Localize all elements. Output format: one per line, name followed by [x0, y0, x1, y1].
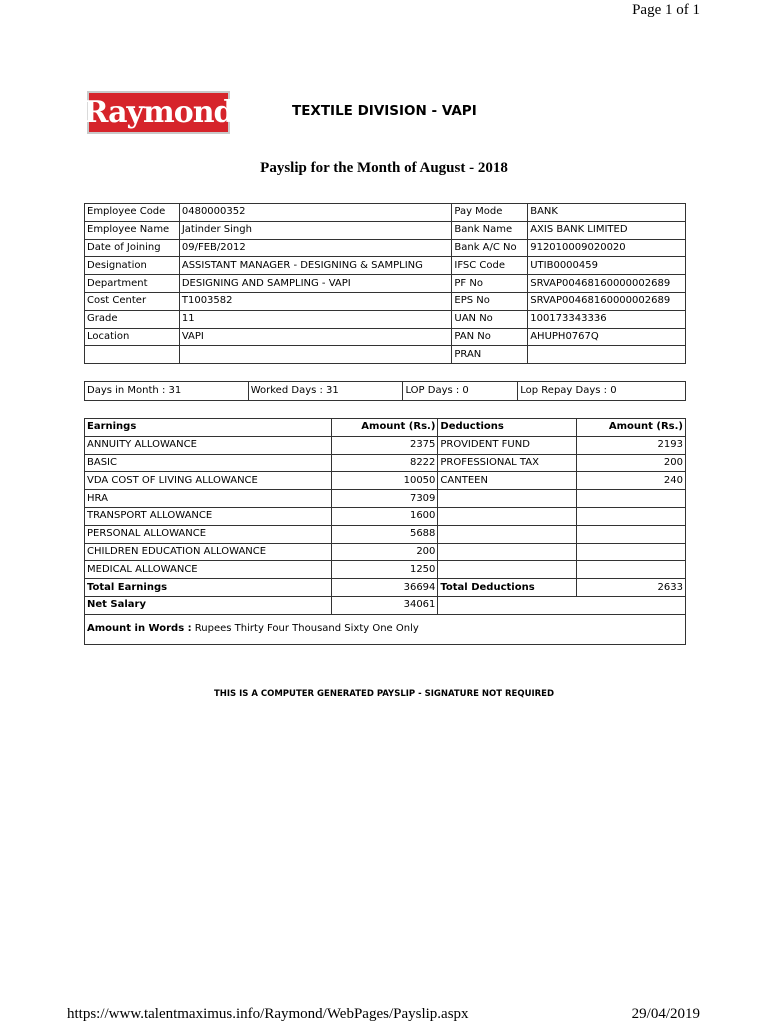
raymond-logo: Raymond — [87, 91, 230, 134]
deduction-amount: 240 — [577, 472, 686, 490]
field-value: AXIS BANK LIMITED — [528, 221, 686, 239]
employee-details-table — [84, 203, 686, 364]
attendance-row — [85, 382, 686, 401]
deduction-amount: 2193 — [577, 436, 686, 454]
earnings-deductions-table — [84, 418, 686, 645]
employee-row — [85, 292, 686, 310]
total-deductions-label: Total Deductions — [438, 579, 577, 597]
field-value: UTIB0000459 — [528, 257, 686, 275]
employee-row — [85, 310, 686, 328]
earning-amount: 10050 — [331, 472, 438, 490]
field-label: Grade — [85, 310, 180, 328]
net-salary-label: Net Salary — [85, 596, 332, 614]
deductions-header: Deductions — [438, 419, 577, 437]
employee-row — [85, 275, 686, 293]
field-value: 100173343336 — [528, 310, 686, 328]
employee-row — [85, 204, 686, 222]
field-label: Department — [85, 275, 180, 293]
earning-amount: 1250 — [331, 561, 438, 579]
employee-row — [85, 346, 686, 364]
amount-in-words-value: Rupees Thirty Four Thousand Sixty One Only — [191, 623, 419, 635]
net-salary-value: 34061 — [331, 596, 438, 614]
page-number: Page 1 of 1 — [632, 2, 700, 18]
field-label: Employee Code — [85, 204, 180, 222]
field-value: Jatinder Singh — [179, 221, 452, 239]
pay-row — [85, 525, 686, 543]
pay-row — [85, 507, 686, 525]
pay-row — [85, 454, 686, 472]
field-label: PRAN — [452, 346, 528, 364]
deduction-amount — [577, 543, 686, 561]
empty-cell — [438, 596, 577, 614]
earning-name: MEDICAL ALLOWANCE — [85, 561, 332, 579]
earning-amount: 7309 — [331, 490, 438, 508]
page-url: https://www.talentmaximus.info/Raymond/WebPages/Payslip.aspx — [67, 1006, 469, 1022]
deduction-name: PROFESSIONAL TAX — [438, 454, 577, 472]
earning-name: CHILDREN EDUCATION ALLOWANCE — [85, 543, 332, 561]
earning-name: VDA COST OF LIVING ALLOWANCE — [85, 472, 332, 490]
employee-row — [85, 221, 686, 239]
field-label: Designation — [85, 257, 180, 275]
field-label: Location — [85, 328, 180, 346]
pay-row — [85, 543, 686, 561]
worked-days: Worked Days : 31 — [248, 382, 403, 401]
pay-row — [85, 436, 686, 454]
field-label: Date of Joining — [85, 239, 180, 257]
field-label: IFSC Code — [452, 257, 528, 275]
amount-in-words-label: Amount in Words : — [87, 623, 192, 635]
total-deductions-value: 2633 — [577, 579, 686, 597]
field-value — [528, 346, 686, 364]
pay-row — [85, 561, 686, 579]
deduction-amount — [577, 525, 686, 543]
empty-cell — [577, 596, 686, 614]
amount-in-words-row — [85, 614, 686, 644]
earning-amount: 2375 — [331, 436, 438, 454]
field-label: Employee Name — [85, 221, 180, 239]
total-earnings-label: Total Earnings — [85, 579, 332, 597]
field-value: 11 — [179, 310, 452, 328]
field-value: 09/FEB/2012 — [179, 239, 452, 257]
lop-days: LOP Days : 0 — [403, 382, 518, 401]
field-label: Cost Center — [85, 292, 180, 310]
deduction-name: CANTEEN — [438, 472, 577, 490]
field-label: Pay Mode — [452, 204, 528, 222]
employee-row — [85, 257, 686, 275]
field-value: 0480000352 — [179, 204, 452, 222]
deduction-amount — [577, 490, 686, 508]
field-value: SRVAP00468160000002689 — [528, 292, 686, 310]
earning-name: PERSONAL ALLOWANCE — [85, 525, 332, 543]
field-value: T1003582 — [179, 292, 452, 310]
lop-repay-days: Lop Repay Days : 0 — [518, 382, 686, 401]
attendance-table — [84, 381, 686, 401]
computer-generated-note: THIS IS A COMPUTER GENERATED PAYSLIP - SIGNATURE NOT REQUIRED — [213, 689, 555, 699]
field-value — [179, 346, 452, 364]
field-label: EPS No — [452, 292, 528, 310]
field-label: PF No — [452, 275, 528, 293]
field-label: Bank Name — [452, 221, 528, 239]
earning-name: HRA — [85, 490, 332, 508]
earning-name: BASIC — [85, 454, 332, 472]
deduction-name: PROVIDENT FUND — [438, 436, 577, 454]
earning-name: TRANSPORT ALLOWANCE — [85, 507, 332, 525]
deduction-name — [438, 543, 577, 561]
field-value: ASSISTANT MANAGER - DESIGNING & SAMPLING — [179, 257, 452, 275]
earning-amount: 5688 — [331, 525, 438, 543]
field-label — [85, 346, 180, 364]
deductions-amount-header: Amount (Rs.) — [577, 419, 686, 437]
field-value: SRVAP00468160000002689 — [528, 275, 686, 293]
deduction-amount — [577, 507, 686, 525]
pay-row — [85, 472, 686, 490]
field-label: PAN No — [452, 328, 528, 346]
field-label: UAN No — [452, 310, 528, 328]
pay-row — [85, 490, 686, 508]
earnings-header: Earnings — [85, 419, 332, 437]
field-value: 912010009020020 — [528, 239, 686, 257]
net-salary-row — [85, 596, 686, 614]
pay-header-row — [85, 419, 686, 437]
amount-in-words — [85, 614, 686, 644]
earning-name: ANNUITY ALLOWANCE — [85, 436, 332, 454]
days-in-month: Days in Month : 31 — [85, 382, 249, 401]
field-label: Bank A/C No — [452, 239, 528, 257]
earning-amount: 200 — [331, 543, 438, 561]
payslip-title: Payslip for the Month of August - 2018 — [260, 160, 508, 176]
deduction-name — [438, 507, 577, 525]
deduction-name — [438, 490, 577, 508]
field-value: AHUPH0767Q — [528, 328, 686, 346]
deduction-amount — [577, 561, 686, 579]
field-value: DESIGNING AND SAMPLING - VAPI — [179, 275, 452, 293]
field-value: VAPI — [179, 328, 452, 346]
earnings-amount-header: Amount (Rs.) — [331, 419, 438, 437]
deduction-name — [438, 525, 577, 543]
totals-row — [85, 579, 686, 597]
deduction-amount: 200 — [577, 454, 686, 472]
deduction-name — [438, 561, 577, 579]
employee-row — [85, 328, 686, 346]
total-earnings-value: 36694 — [331, 579, 438, 597]
employee-row — [85, 239, 686, 257]
earning-amount: 8222 — [331, 454, 438, 472]
print-date: 29/04/2019 — [631, 1006, 700, 1022]
field-value: BANK — [528, 204, 686, 222]
division-title: TEXTILE DIVISION - VAPI — [292, 103, 477, 119]
earning-amount: 1600 — [331, 507, 438, 525]
